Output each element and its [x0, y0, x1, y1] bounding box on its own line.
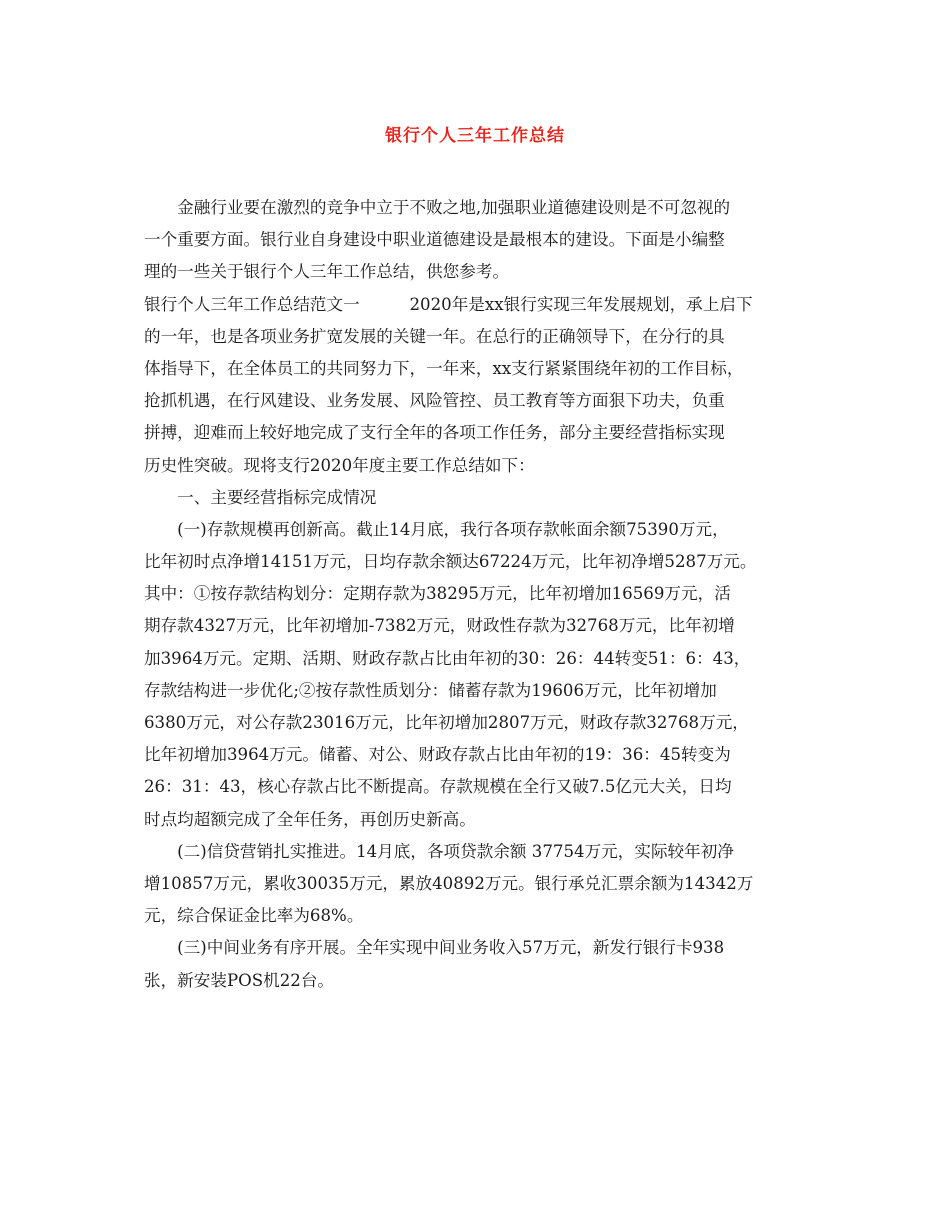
text-line: (一)存款规模再创新高。截止14月底，我行各项存款帐面余额75390万元，	[144, 519, 729, 539]
text-line: 时点均超额完成了全年任务，再创历史新高。	[144, 809, 476, 829]
text-line: 比年初时点净增14151万元，日均存款余额达67224万元，比年初净增5287万元。	[144, 552, 757, 572]
text-line: 体指导下，在全体员工的共同努力下，一年来，xx支行紧紧围绕年初的工作目标，	[144, 358, 744, 378]
text-line: 一个重要方面。银行业自身建设中职业道德建设是最根本的建设。下面是小编整	[144, 230, 725, 250]
text-line: (三)中间业务有序开展。全年实现中间业务收入57万元，新发行银行卡938	[144, 938, 725, 958]
text-line: 加3964万元。定期、活期、财政存款占比由年初的30：26：44转变51：6：43，	[144, 648, 751, 668]
text-line: 拼搏，迎难而上较好地完成了支行全年的各项工作任务，部分主要经营指标实现	[144, 423, 725, 443]
text-line: 历史性突破。现将支行2020年度主要工作总结如下：	[144, 455, 535, 475]
text-line: 抢抓机遇，在行风建设、业务发展、风险管控、员工教育等方面狠下功夫，负重	[144, 391, 725, 411]
document-title: 银行个人三年工作总结	[385, 126, 565, 146]
text-line: 比年初增加3964万元。储蓄、对公、财政存款占比由年初的19：36：45转变为	[144, 745, 731, 765]
text-line: 26：31：43，核心存款占比不断提高。存款规模在全行又破7.5亿元大关，日均	[144, 777, 732, 797]
text-line: 期存款4327万元，比年初增加-7382万元，财政性存款为32768万元，比年初增	[144, 616, 735, 636]
text-line: 金融行业要在激烈的竞争中立于不败之地,加强职业道德建设则是不可忽视的	[144, 198, 731, 217]
text-line: 理的一些关于银行个人三年工作总结，供您参考。	[144, 262, 510, 282]
text-line: 银行个人三年工作总结范文一 2020年是xx银行实现三年发展规划，承上启下	[144, 294, 753, 314]
text-line: 存款结构进一步优化;②按存款性质划分：储蓄存款为19606万元，比年初增加	[144, 680, 717, 700]
text-line: 元，综合保证金比率为68%。	[144, 906, 364, 926]
section-heading: 一、主要经营指标完成情况	[144, 487, 377, 507]
text-line: 其中：①按存款结构划分：定期存款为38295万元，比年初增加16569万元，活	[144, 584, 731, 604]
document-body	[144, 192, 810, 997]
text-line: 6380万元，对公存款23016万元，比年初增加2807万元，财政存款32768万元，	[144, 713, 749, 732]
text-line: 的一年，也是各项业务扩宽发展的关键一年。在总行的正确领导下，在分行的具	[144, 326, 725, 346]
text-line: 张，新安装POS机22台。	[144, 970, 335, 990]
text-line: (二)信贷营销扎实推进。14月底，各项贷款余额 37754万元，实际较年初净	[144, 841, 734, 861]
text-line: 增10857万元，累收30035万元，累放40892万元。银行承兑汇票余额为14342万	[144, 873, 754, 893]
